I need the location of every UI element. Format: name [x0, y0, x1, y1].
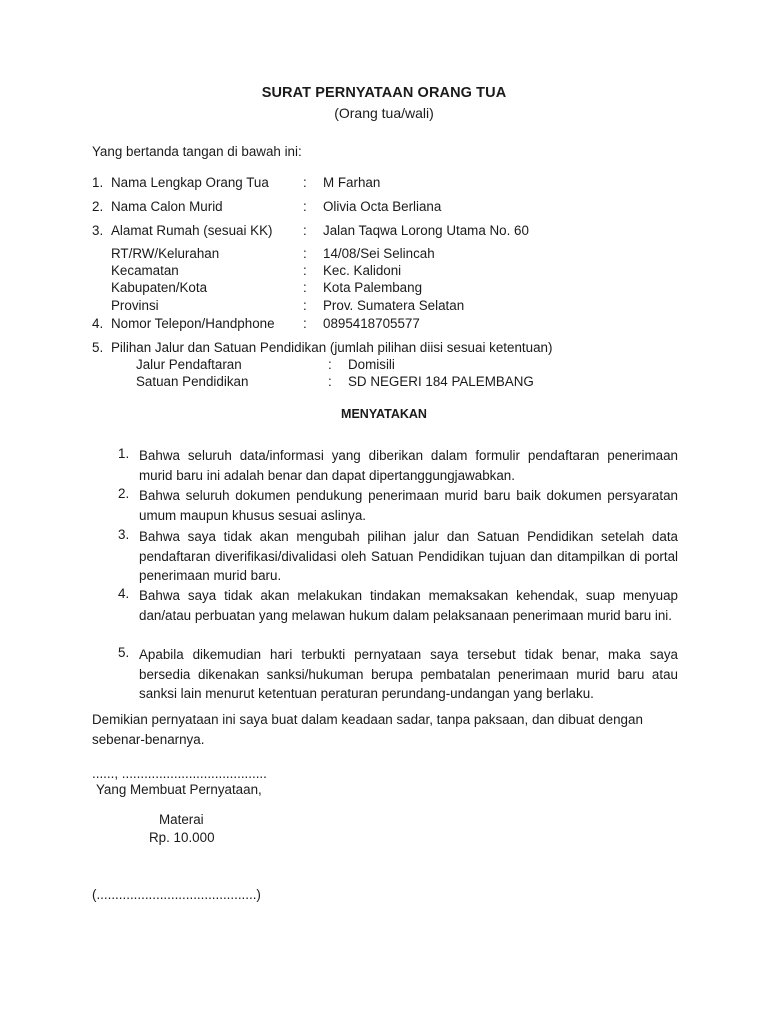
stamp-duty-label: Materai	[159, 812, 204, 827]
statement-item	[118, 446, 678, 485]
field-number: 1.	[92, 175, 104, 190]
statement-text: Apabila dikemudian hari terbukti pernyataan saya tersebut tidak benar, maka saya bersedia dikenakan sanksi/hukuman berupa pembatalan penerimaan murid baru atau sanksi lain menurut ketentuan peraturan perundang-undangan yang berlaku.	[139, 647, 678, 701]
field-number: 3.	[92, 223, 104, 238]
section-title: MENYATAKAN	[341, 407, 427, 421]
statement-text: Bahwa seluruh dokumen pendukung penerimaan murid baru baik dokumen persyaratan umum maupun khusus sesuai aslinya.	[139, 488, 678, 523]
document-title: SURAT PERNYATAAN ORANG TUA	[261, 85, 507, 101]
statement-number: 4.	[118, 586, 130, 601]
field-number: 5.	[92, 340, 104, 355]
field-label-route: Jalur Pendaftaran	[136, 357, 242, 372]
field-colon: :	[303, 175, 307, 190]
stamp-duty-amount: Rp. 10.000	[149, 830, 215, 845]
field-colon: :	[303, 280, 307, 295]
statement-text: Bahwa saya tidak akan melakukan tindakan memaksakan kehendak, suap menyuap dan/atau perbuatan yang melawan hukum dalam pelaksanaan penerimaan murid baru ini.	[139, 588, 678, 623]
field-value-student-name: Olivia Octa Berliana	[323, 199, 442, 214]
field-value-route: Domisili	[348, 357, 395, 372]
field-colon: :	[303, 223, 307, 238]
field-value-phone: 0895418705577	[323, 316, 420, 331]
field-value-school: SD NEGERI 184 PALEMBANG	[348, 374, 534, 389]
field-label-rt-rw: RT/RW/Kelurahan	[111, 246, 220, 261]
statement-text: Bahwa seluruh data/informasi yang diberikan dalam formulir pendaftaran penerimaan murid baru ini adalah benar dan dapat dipertanggungjawabkan.	[139, 448, 678, 483]
statement-item	[118, 527, 678, 586]
field-colon: :	[303, 263, 307, 278]
statement-item	[118, 645, 678, 704]
field-label-district: Kecamatan	[111, 263, 179, 278]
field-colon: :	[303, 316, 307, 331]
place-date-line: ......, .......................................	[92, 766, 267, 781]
field-value-city: Kota Palembang	[323, 280, 423, 295]
field-label-city: Kabupaten/Kota	[111, 280, 208, 295]
field-label-province: Provinsi	[111, 298, 159, 313]
field-label-address: Alamat Rumah (sesuai KK)	[111, 223, 273, 238]
field-number: 4.	[92, 316, 104, 331]
field-label-school: Satuan Pendidikan	[136, 374, 249, 389]
field-colon: :	[328, 374, 332, 389]
field-label-phone: Nomor Telepon/Handphone	[111, 316, 275, 331]
statement-text: Bahwa saya tidak akan mengubah pilihan jalur dan Satuan Pendidikan setelah data pendaftaran diverifikasi/divalidasi oleh Satuan Pendidikan tujuan dan ditampilkan di portal penerimaan murid baru.	[139, 529, 678, 583]
closing-paragraph: Demikian pernyataan ini saya buat dalam keadaan sadar, tanpa paksaan, dan dibuat dengan sebenar-benarnya.	[92, 712, 643, 747]
field-value-rt-rw: 14/08/Sei Selincah	[323, 246, 435, 261]
field-colon: :	[303, 199, 307, 214]
statement-number: 3.	[118, 527, 130, 542]
field-number: 2.	[92, 199, 104, 214]
statement-item	[118, 486, 678, 525]
statement-number: 5.	[118, 645, 130, 660]
statement-number: 1.	[118, 446, 130, 461]
document-subtitle: (Orang tua/wali)	[334, 105, 434, 121]
school-choice-heading: Pilihan Jalur dan Satuan Pendidikan (jumlah pilihan diisi sesuai ketentuan)	[111, 340, 553, 355]
field-colon: :	[303, 298, 307, 313]
field-label-parent-name: Nama Lengkap Orang Tua	[111, 175, 269, 190]
statement-item	[118, 586, 678, 625]
field-colon: :	[303, 246, 307, 261]
field-value-parent-name: M Farhan	[323, 175, 381, 190]
field-label-student-name: Nama Calon Murid	[111, 199, 223, 214]
statement-number: 2.	[118, 486, 130, 501]
field-value-address: Jalan Taqwa Lorong Utama No. 60	[323, 223, 529, 238]
intro-text: Yang bertanda tangan di bawah ini:	[92, 144, 302, 159]
signer-name-line: (...........................................)	[92, 887, 261, 902]
field-colon: :	[328, 357, 332, 372]
signer-caption: Yang Membuat Pernyataan,	[96, 782, 262, 797]
field-value-district: Kec. Kalidoni	[323, 263, 402, 278]
field-value-province: Prov. Sumatera Selatan	[323, 298, 465, 313]
